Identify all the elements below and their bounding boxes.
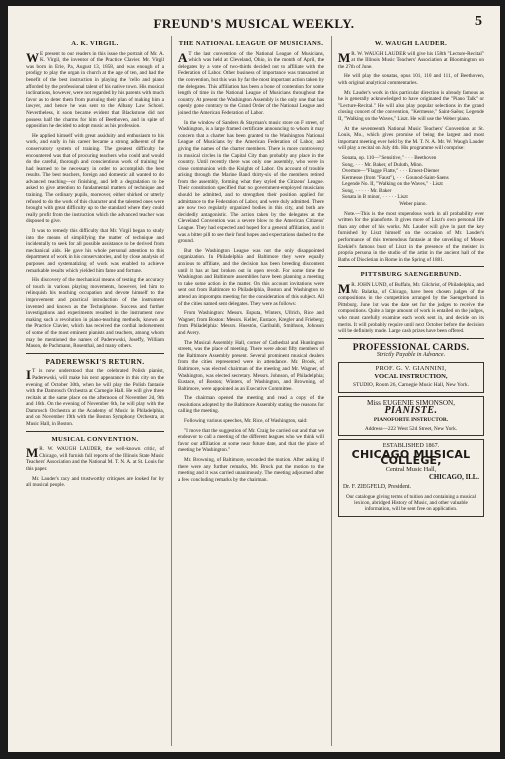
recital-programme xyxy=(342,155,484,208)
card-catalogue: Our catalogue giving terms of tuition and containing a musical lexicon, abridged History of Music, and other valuable information, will be sent free on application. xyxy=(345,493,477,513)
article-heading-paderewski: PADEREWSKI'S RETURN. xyxy=(45,356,145,366)
drop-cap: M xyxy=(338,49,351,65)
drop-cap: A xyxy=(178,49,188,65)
drop-cap: M xyxy=(338,281,351,296)
programme-item: Weber piano. xyxy=(399,201,427,208)
page-number: 5 xyxy=(475,14,482,29)
card-simonson xyxy=(338,396,484,436)
programme-item: Overture—"Flagge Flatte," · · · Ernest-Diemer xyxy=(342,168,440,175)
section-divider xyxy=(26,353,164,354)
section-divider xyxy=(338,266,484,267)
article-paragraph: I T is now understood that the celebrated Polish pianist, Paderewski, will make his next appearance in this city on the evening of October 30th, when he will play the Polish fantasie with the Damrosch Orchestra at Carnegie Hall. He will give three recitals at the same place on the afternoon of November 2d, 9th and 16th. On the evening of November 6th, he will play with the Damrosch Orchestra at the Academy of Music in Philadelphia, and on November 19th with the Boston Symphony Orchestra, at Music Hall, in Boston. xyxy=(26,367,164,428)
card-established: ESTABLISHED 1867. xyxy=(382,442,440,450)
article-paragraph: The Musical Assembly Hall, corner of Cathedral and Huntington streets, was the place of meeting. There were about fifty members of the Baltimore Assembly present. Several prominent musical dealers from the cities represented were in attendance. Mr. Brook, of Baltimore, was elected chairman of the meeting and Mr. Wagner, of Washington, was elected secretary. Messrs. Johnson, of Philadelphia; Eustace, of Boston; Winters, of Washington, and Browning, of Baltimore, were appointed as an Executive Committee. xyxy=(178,339,324,392)
article-paragraph: From Washington: Messrs. Esputa, Winters, Ullrich, Rice and Wagner; from Boston: Messrs. Keller, Eustace, Kregler and Frieberg; from Philadelphia: Messrs. Huestón, Garibaldi, Smithson, Johnson and Avery. xyxy=(178,310,324,336)
section-divider xyxy=(338,338,484,339)
article-paragraph: M R. W. WAUGH LAUDER will give his 158th "Lecture-Recital" at the Illinois Music Teachers' Association at Bloomington on the 27th of June. xyxy=(338,49,484,70)
article-paragraph: But the Washington League was not the only disappointed organization. In Philadelphia and Baltimore they were equally anxious to affiliate, and the decision has been breeding discontent until it has at last broken out in open revolt. For some time the Washington and Baltimore assemblies have been planning a meeting to take some action in the matter. On this account invitations were sent out from Baltimore to Philadelphia, Boston and Washington to attend an impromptu meeting for the consideration of this subject. All of the cities named sent delegates. They were as follows: xyxy=(178,247,324,307)
column-middle xyxy=(178,36,324,746)
article-paragraph: Mr. Lauder's work in this particular direction is already famous as he is generally acknowledged to have originated the "Piano Talk" or "Lecture-Recital." He will also play popular selections in the grand closing concert of the convention, "Kermesse," Saint-Saëns; Legende II, "Walking on the Waves," Liszt. He will use the Weber piano. xyxy=(338,89,484,122)
article-paragraph: It was to remedy this difficulty that Mr. Virgil began to study into the means of simplifying the matter of technique and incidentally to seek for all possible assistance to be derived from mechanical aids. He gave his whole personal attention to this department of work in his conservatories, and by close analysis of purposes and systematizing of work was enabled to achieve remarkable results which yielded him fame and fortune. xyxy=(26,228,164,274)
card-role: PIANOFORTE INSTRUCTOR. xyxy=(373,416,449,423)
programme-item: Song, · · · Mr. Baker, of Duluth, Minn. xyxy=(342,161,423,168)
professional-cards-subheading: Strictly Payable in Advance. xyxy=(376,352,446,359)
programme-item: Kermesse (from "Faust"), · · · Gounod-Saint-Saens xyxy=(342,174,449,181)
card-chicago-musical-college xyxy=(338,439,484,517)
article-paragraph: He will play the sonatas, opus 101, 110 and 111, of Beethoven, with original analytical commentaries. xyxy=(338,73,484,86)
article-paragraph: M R. JOHN LUND, of Buffalo, Mr. Gilchrist, of Philadelphia, and Mr. Balatka, of Chicago, have been chosen judges of the compositions in the competition arranged by the Saengerbund in Pittsburg. June 1st was the date set for the judges to receive the compositions. Quite a large amount of work is entailed on the judges, who must carefully examine each work sent in, and decide on its merits. It will probably require until next October before the decision will be definitely made. Large cash prizes have been offered. xyxy=(338,281,484,335)
programme-item: Song, · · · · · Mr. Baker xyxy=(342,187,392,194)
article-paragraph: W E present to our readers in this issue the portrait of Mr. A. K. Virgil, the inventor of the Practice Clavier. Mr. Virgil was born in Erie, Pa, August 13, 1858, and was enough of a prodigy to play the organ in church at the age of ten, and had the benefit of the best instruction in playing the 'cello and piano afforded by the professional talent of his native town. His musical inclinations, however, were not regarded by his parents with much favor as to deter them from pursuing their plan of making him a lawyer, and hence he was sent to the Albany Law School. Nevertheless, it soon became evident that Blackstone did not possess half the charms for him of Beethoven, and in spite of opposition he decided to adopt music as his profession. xyxy=(26,49,164,130)
article-paragraph: He applied himself with great assiduity and enthusiasm to his work, and early in his career became a strong adherent of the conservatory system of training. The greatest difficulty he encountered was that of procuring teachers who could and would do the careful, thorough and conscientious work of training he had learned to be necessary in order to accomplish the best results. The best teachers, foreign and domestic all wanted to do advanced teaching—or finishing, and left a degradation to be asked to give attention to fundamental matters of technique and training. The ordinary pupils, moreover, either shirked or utterly refused to do the work of this character and the talented ones were brought with great difficulty up to the standard where they could really profit from the instruction which the advanced teacher was disposed to give. xyxy=(26,132,164,225)
programme-item: Legende No. II, "Walking on the Waves," · Liszt xyxy=(342,181,443,188)
article-paragraph: A T the last convention of the National League of Musicians, which was held at Cleveland, Ohio, in the month of April, the delegates by a vote of two-thirds decided not to affiliate with the Federation of Labor. Other business of importance was transacted at the convention, but this was by far the most important action taken by the delegates. This affiliation has been a bone of contention for some length of time in the National League of Musicians throughout the country. At present the Washington Assembly is the only one that has openly gone contrary to the Grand Order of the National League and joined the American Federation of Labor. xyxy=(178,49,324,116)
drop-cap: W xyxy=(26,49,39,65)
programme-item: Sonata, op. 110—"Sensitive," · · · Beethoven xyxy=(342,154,437,161)
article-paragraph: In the window of Sanders & Stayman's music store on F street, of Washington, is a large framed certificate announcing to whom it may concern that a charter has been granted to the Washington National League of Musicians by the American Federation of Labor, and giving the names of the charter members. There is more controversy in musical circles in the Capital City than probably any place in the country. Until recently there was only one assembly, who were in close communion with the Knights of Labor. On account of trouble arising through the Marine Band thirty-six of the members retired from the assembly, forming what they styled the Citizens' League. Their constitution specified that no government-employed musicians should be admitted, and to strengthen their position applied for admittance to the Federation of Labor, and were duly admitted. There are now two regularly organized bodies in this city, and both are decidedly antagonistic. The action taken by the delegates at the Cleveland Convention was a severe blow to the American Citizens' League. They had expected and hoped for a general affiliation, and it was a bitter pill to see their fond hopes and expectations dashed to the ground. xyxy=(178,119,324,245)
article-paragraph: Mr. Lauder's racy and trustworthy critiques are looked for by all musical people. xyxy=(26,475,164,489)
article-paragraph: At the seventeenth National Music Teachers' Convention at St. Louis, Mo., which gives promise of being the largest and most important meeting ever held by the M. T. N. A. Mr. W. Waugh Lauder will play a recital on July 4th. His programme will comprise: xyxy=(338,125,484,152)
column-left xyxy=(26,36,164,746)
article-paragraph: Mr. Browning, of Baltimore, seconded the motion. After asking if there were any further remarks, Mr. Brock put the motion to the meeting and it was carried unanimously. The meeting adjourned after a few concluding remarks by the chairman. xyxy=(178,457,324,483)
drop-cap: I xyxy=(26,367,32,383)
card-hall: Central Music Hall, xyxy=(385,465,437,473)
card-college-name: CHICAGO MUSICAL COLLEGE, xyxy=(351,447,471,468)
article-heading-pittsburg: PITTSBURG SAENGERBUND. xyxy=(360,271,462,279)
programme-item: Sonata in B minor, · · · · · Liszt xyxy=(342,194,408,201)
card-name: PROF. G. V. GIANNINI, xyxy=(375,364,447,372)
article-heading-virgil: A. K. VIRGIL. xyxy=(71,40,119,47)
card-name: Miss EUGENIE SIMONSON, xyxy=(366,398,456,407)
card-giannini xyxy=(338,362,484,393)
article-heading-league: THE NATIONAL LEAGUE OF MUSICIANS. xyxy=(178,40,324,47)
card-address: Address—222 West 52d Street, New York. xyxy=(364,425,458,432)
article-heading-waugh: W. WAUGH LAUDER. xyxy=(374,40,448,47)
section-divider xyxy=(26,431,164,432)
column-rule xyxy=(171,36,172,746)
newspaper-page xyxy=(8,6,500,752)
column-rule xyxy=(331,36,332,746)
card-president: Dr. F. ZIEGFELD, President. xyxy=(343,484,411,491)
card-title: VOCAL INSTRUCTION, xyxy=(374,372,448,380)
card-title: PIANISTE. xyxy=(384,405,438,417)
masthead-title: FREUND'S MUSICAL WEEKLY. xyxy=(153,16,355,31)
drop-cap: M xyxy=(26,445,39,461)
article-paragraph: Following various speeches, Mr. Rice, of Washington, said: xyxy=(184,418,308,425)
card-studio: STUDIO, Room 26, Carnegie Music Hall, New York. xyxy=(353,382,469,389)
masthead xyxy=(26,16,482,30)
article-paragraph: Note.—This is the most stupendous work in all probability ever written for the pianoforte. It gives more of Liszt's own personal life than any other of his works. Mr. Lauder will give in part the key furnished by Liszt himself on the occasion of Mr. Lauder's performance of this tremendous fantasie at the unveiling of Moses Ezekiel's famous bust of Liszt in the presence of the meister in propria persona in the studio of the artist in the ancient hall of the Baths of Diocletian in Rome in the Spring of 1881. xyxy=(338,210,484,263)
article-paragraph: The chairman opened the meeting and read a copy of the resolutions adopted by the Baltimore Assembly stating the reasons for calling the meeting. xyxy=(178,395,324,415)
card-city: CHICAGO, ILL. xyxy=(428,474,479,482)
professional-cards-heading: PROFESSIONAL CARDS. xyxy=(352,342,470,353)
article-paragraph: M R. W. WAUGH LAUDER, the well-known critic, of Chicago, will furnish full reports of the Illinois State Music Teachers' Association and the National M. T. N. A. at St. Louis for this paper. xyxy=(26,445,164,473)
article-paragraph: His discovery of the mechanical means of testing the accuracy of touch in various playing movements, however, led him to relinquish his teaching occupation and devote himself to the improvement and practical introduction of the instrument invented and known as the Techniphone. Success and further investigations and experiments resulted in the instrument now making such a revolution in piano-teaching methods, known as the Practice Clavier, which has received the cordial indorsement of some of the most eminent pianists and teachers, among whom may be mentioned the names of Paderewski, Joseffy, William Mason, de Pachmann, Rosenthal, and many others. xyxy=(26,277,164,350)
column-right xyxy=(338,36,484,746)
article-heading-convention: MUSICAL CONVENTION. xyxy=(51,435,139,443)
article-paragraph: "I move that the suggestion of Mr. Craig be carried out and that we endeavor to call a meeting of the different leagues who we think will favor our affiliation at some near future date, and that the place of meeting be Washington." xyxy=(178,427,324,454)
